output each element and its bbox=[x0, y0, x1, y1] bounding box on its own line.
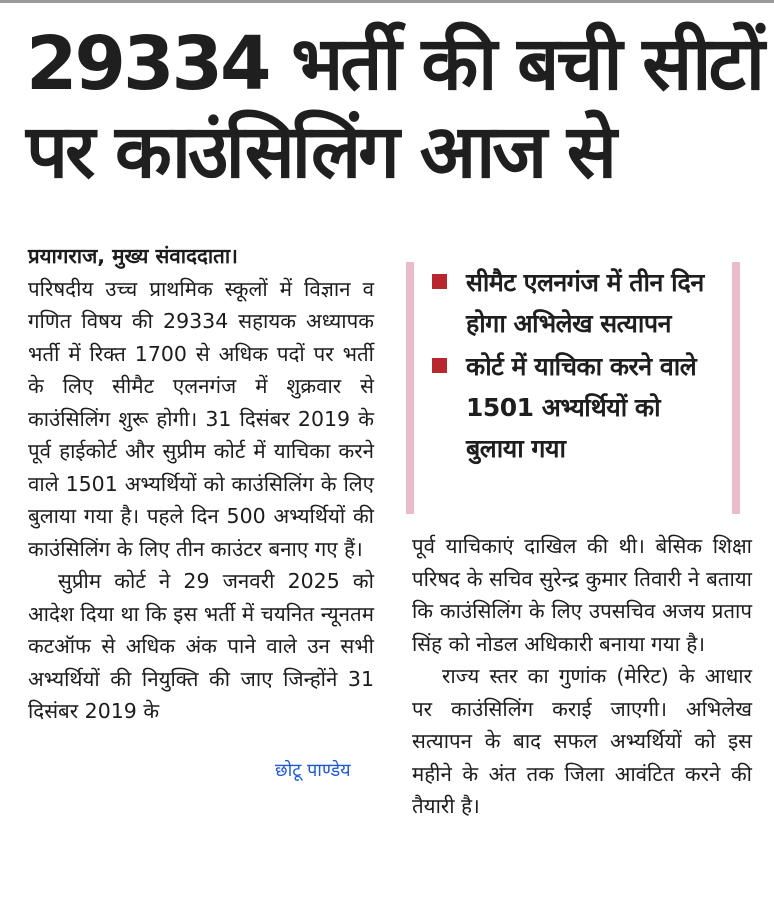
highlight-item bbox=[428, 262, 724, 344]
highlight-item bbox=[428, 346, 724, 469]
paragraph-4: राज्य स्तर का गुणांक (मेरिट) के आधार पर काउंसिलिंग कराई जाएगी। अभिलेख सत्यापन के बाद सफल अभ्यर्थियों को इस महीने के अंत तक जिला आवंटित करने की तैयारी है। bbox=[412, 664, 752, 818]
highlight-bar-left bbox=[406, 262, 414, 514]
highlight-text: सीमैट एलनगंज में तीन दिन होगा अभिलेख सत्यापन bbox=[466, 268, 704, 338]
headline-line-1: 29334 भर्ती की बची सीटों bbox=[26, 21, 762, 107]
highlight-text: कोर्ट में याचिका करने वाले 1501 अभ्यर्थियों को बुलाया गया bbox=[466, 352, 697, 463]
square-bullet-icon bbox=[432, 358, 447, 373]
headline bbox=[26, 20, 762, 196]
highlights-list bbox=[428, 262, 724, 469]
paragraph-3: पूर्व याचिकाएं दाखिल की थी। बेसिक शिक्षा परिषद के सचिव सुरेन्द्र कुमार तिवारी ने बताया कि काउंसिलिंग के लिए उपसचिव अजय प्रताप सिंह को नोडल अधिकारी बनाया गया है। bbox=[412, 534, 752, 656]
highlights-box bbox=[406, 262, 740, 518]
paragraph-1: परिषदीय उच्च प्राथमिक स्कूलों में विज्ञान व गणित विषय की 29334 सहायक अध्यापक भर्ती में रिक्त 1700 से अधिक पदों पर भर्ती के लिए सीमैट एलनगंज में शुक्रवार से काउंसिलिंग शुरू होगी। 31 दिसंबर 2019 के पूर्व हाईकोर्ट और सुप्रीम कोर्ट में याचिका करने वाले 1501 अभ्यर्थियों को काउंसिलिंग के लिए बुलाया गया है। पहले दिन 500 अभ्यर्थियों की काउंसिलिंग के लिए तीन काउंटर बनाए गए हैं। bbox=[28, 276, 374, 561]
article-column-left bbox=[28, 240, 374, 728]
highlight-bar-right bbox=[732, 262, 740, 514]
article-column-right bbox=[412, 530, 752, 823]
dateline: प्रयागराज, मुख्य संवाददाता। bbox=[28, 244, 238, 268]
top-rule bbox=[0, 0, 774, 3]
watermark-text: छोटू पाण्डेय bbox=[272, 759, 354, 783]
square-bullet-icon bbox=[432, 274, 447, 289]
headline-line-2: पर काउंसिलिंग आज से bbox=[26, 109, 614, 195]
paragraph-2: सुप्रीम कोर्ट ने 29 जनवरी 2025 को आदेश दिया था कि इस भर्ती में चयनित न्यूनतम कटऑफ से अधिक अंक पाने वाले उन सभी अभ्यर्थियों की नियुक्ति की जाए जिन्होंने 31 दिसंबर 2019 के bbox=[28, 569, 374, 723]
